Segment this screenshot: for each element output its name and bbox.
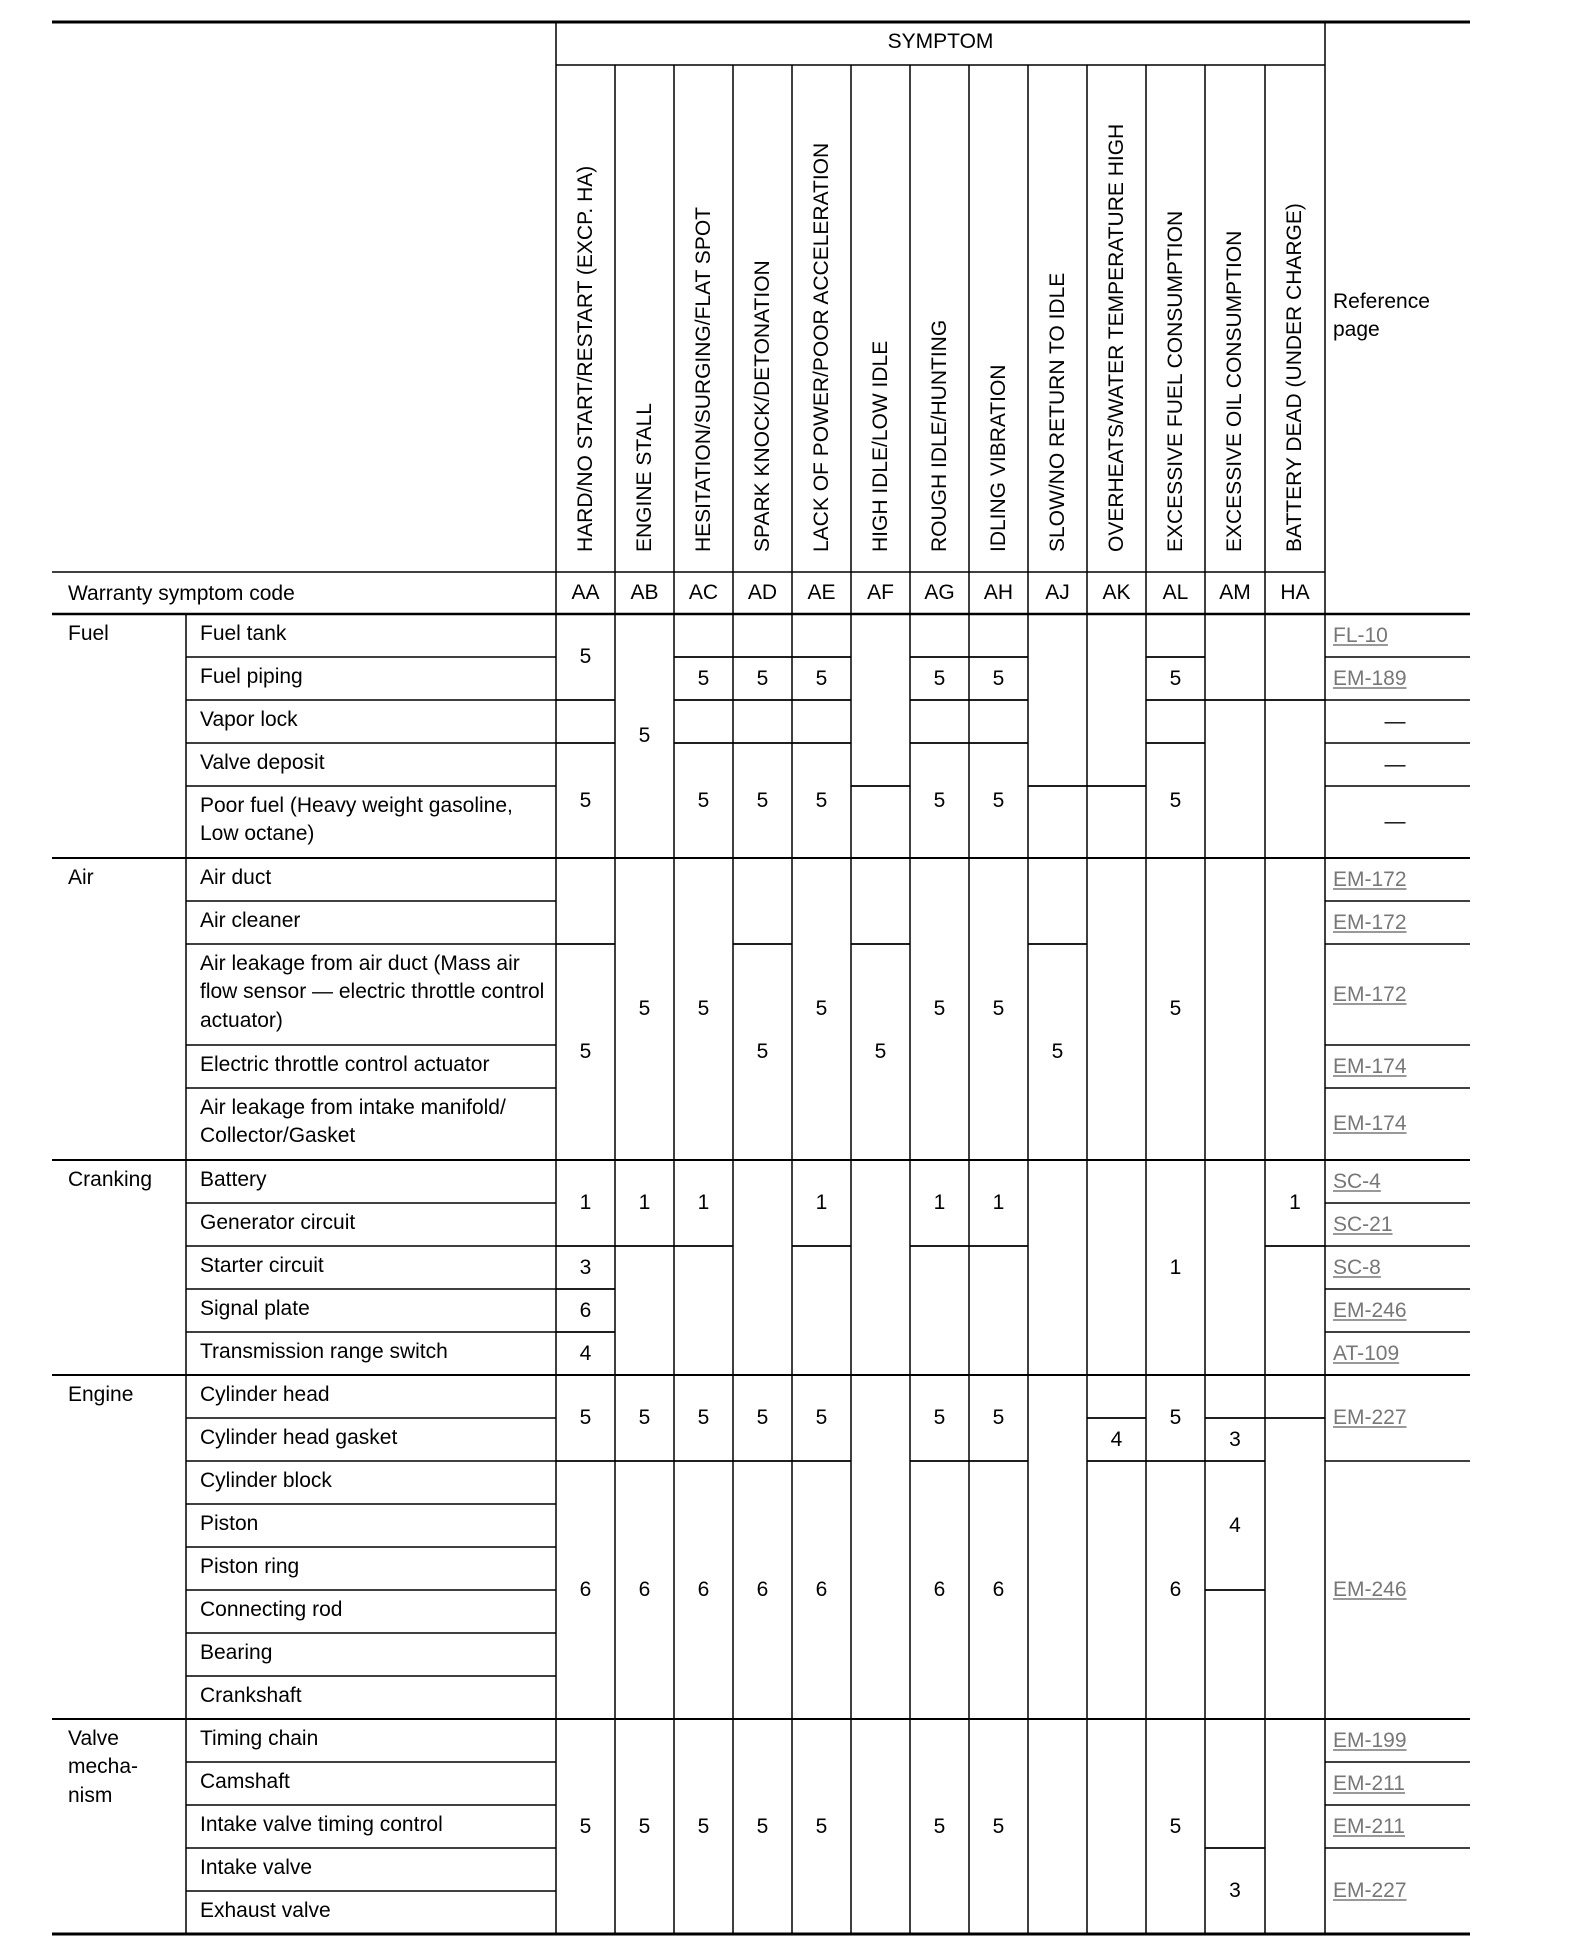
- item-label: Valve deposit: [200, 751, 325, 774]
- reference-link[interactable]: EM-172: [1333, 910, 1407, 934]
- symptom-value: 5: [697, 997, 710, 1020]
- item-label: Cylinder head gasket: [200, 1426, 398, 1449]
- symptom-value: 1: [815, 1191, 828, 1214]
- symptom-value: 5: [697, 1406, 710, 1429]
- category-label: Valve mecha- nism: [68, 1727, 139, 1807]
- symptom-code: AF: [867, 581, 894, 604]
- symptom-code: AA: [571, 581, 600, 604]
- symptom-value: 5: [756, 788, 769, 812]
- symptom-value: 5: [697, 788, 710, 812]
- symptom-value: 5: [697, 666, 710, 690]
- symptom-value: 5: [933, 997, 946, 1020]
- symptom-column-header: SLOW/NO RETURN TO IDLE: [1045, 272, 1069, 552]
- symptom-value: 5: [1169, 1406, 1182, 1429]
- symptom-column-header: LACK OF POWER/POOR ACCELERATION: [809, 142, 833, 552]
- item-label: Air leakage from air duct (Mass air flow sensor — electric throttle control actuator): [200, 952, 545, 1032]
- item-label: Fuel piping: [200, 665, 303, 688]
- item-label: Piston ring: [200, 1555, 300, 1578]
- item-label: Bearing: [200, 1641, 273, 1664]
- symptom-code: AD: [747, 581, 778, 604]
- symptom-value: 3: [1229, 1879, 1241, 1902]
- symptom-value: 4: [1110, 1427, 1123, 1451]
- symptom-value: 5: [579, 788, 592, 812]
- item-label: Intake valve timing control: [200, 1813, 443, 1836]
- item-label: Starter circuit: [200, 1254, 324, 1277]
- symptom-value: 5: [992, 788, 1005, 812]
- symptom-value: 5: [638, 997, 651, 1020]
- item-label: Exhaust valve: [200, 1899, 331, 1922]
- symptom-value: 5: [933, 1814, 946, 1838]
- symptom-column-header: BATTERY DEAD (UNDER CHARGE): [1283, 203, 1306, 552]
- symptom-value: 5: [756, 1406, 769, 1429]
- symptom-value: 5: [579, 1406, 592, 1429]
- symptom-value: 6: [579, 1298, 592, 1322]
- symptom-code: AE: [807, 581, 836, 604]
- symptom-value: 6: [1169, 1578, 1182, 1601]
- symptom-value: 5: [815, 788, 828, 812]
- item-label: Cylinder head: [200, 1383, 330, 1406]
- symptom-value: 6: [579, 1578, 592, 1601]
- item-label: Air cleaner: [200, 909, 301, 932]
- symptom-value: 5: [992, 666, 1005, 690]
- symptom-value: 5: [992, 997, 1005, 1020]
- symptom-value: 5: [815, 666, 828, 690]
- symptom-column-header: IDLING VIBRATION: [986, 364, 1010, 552]
- symptom-header: SYMPTOM: [887, 30, 994, 53]
- symptom-value: 5: [756, 1040, 769, 1063]
- item-label: Intake valve: [200, 1856, 313, 1879]
- reference-link[interactable]: SC-21: [1333, 1212, 1393, 1236]
- symptom-value: 5: [815, 1814, 828, 1838]
- item-label: Fuel tank: [200, 622, 287, 645]
- reference-link[interactable]: EM-174: [1333, 1112, 1407, 1135]
- item-label: Air leakage from intake manifold/ Collector/Gasket: [200, 1096, 506, 1148]
- category-label: Engine: [68, 1383, 134, 1406]
- reference-link[interactable]: EM-189: [1333, 666, 1407, 690]
- reference-link[interactable]: EM-227: [1333, 1406, 1407, 1429]
- symptom-value: 5: [992, 1406, 1005, 1429]
- symptom-column-header: ROUGH IDLE/HUNTING: [927, 319, 951, 552]
- symptom-value: 5: [933, 788, 946, 812]
- symptom-value: 5: [697, 1814, 710, 1838]
- symptom-code: AH: [983, 581, 1014, 604]
- symptom-value: 5: [579, 645, 592, 668]
- symptom-value: 5: [1051, 1040, 1064, 1063]
- item-label: Crankshaft: [200, 1684, 302, 1707]
- symptom-value: 1: [1289, 1191, 1301, 1214]
- symptom-value: 5: [756, 666, 769, 690]
- symptom-code: AG: [924, 581, 955, 604]
- symptom-code: AJ: [1045, 581, 1070, 604]
- reference-link[interactable]: EM-211: [1333, 1771, 1405, 1795]
- item-label: Air duct: [200, 866, 272, 889]
- symptom-value: 5: [1169, 1814, 1182, 1838]
- symptom-value: 1: [697, 1191, 710, 1214]
- reference-link[interactable]: EM-174: [1333, 1054, 1407, 1078]
- symptom-code: AK: [1102, 581, 1131, 604]
- category-label: Fuel: [68, 622, 109, 645]
- item-label: Piston: [200, 1512, 259, 1535]
- symptom-value: 5: [1169, 997, 1182, 1020]
- reference-link[interactable]: EM-211: [1333, 1814, 1405, 1838]
- symptom-value: 1: [933, 1191, 946, 1214]
- reference-link[interactable]: EM-227: [1333, 1879, 1407, 1902]
- symptom-value: 5: [1169, 666, 1182, 690]
- item-label: Signal plate: [200, 1297, 310, 1320]
- symptom-value: 4: [1229, 1513, 1241, 1537]
- item-label: Transmission range switch: [200, 1340, 448, 1363]
- reference-link[interactable]: EM-199: [1333, 1728, 1407, 1752]
- reference-link[interactable]: EM-246: [1333, 1298, 1407, 1322]
- symptom-value: 1: [638, 1191, 651, 1214]
- symptom-code: AL: [1162, 581, 1189, 604]
- symptom-value: 6: [638, 1578, 651, 1601]
- symptom-value: 1: [992, 1191, 1005, 1214]
- symptom-value: 5: [933, 666, 946, 690]
- symptom-column-header: ENGINE STALL: [632, 403, 656, 552]
- symptom-value: 5: [638, 1406, 651, 1429]
- symptom-value: 5: [874, 1040, 887, 1063]
- symptom-code: AB: [630, 581, 659, 604]
- symptom-value: 3: [579, 1255, 592, 1279]
- reference-none: —: [1384, 752, 1406, 776]
- symptom-code: AC: [688, 581, 719, 604]
- reference-link[interactable]: SC-8: [1333, 1255, 1381, 1279]
- symptom-value: 1: [579, 1191, 592, 1214]
- symptom-value: 6: [815, 1578, 828, 1601]
- reference-link[interactable]: FL-10: [1333, 623, 1388, 647]
- symptom-value: 5: [992, 1814, 1005, 1838]
- symptom-code: AM: [1219, 581, 1251, 604]
- symptom-value: 6: [756, 1578, 769, 1601]
- symptom-value: 5: [638, 1814, 651, 1838]
- item-label: Poor fuel (Heavy weight gasoline, Low octane): [200, 794, 513, 846]
- category-label: Air: [68, 866, 94, 889]
- category-label: Cranking: [68, 1168, 153, 1191]
- reference-page-header: Reference page: [1333, 290, 1430, 342]
- symptom-value: 5: [579, 1814, 592, 1838]
- reference-link[interactable]: EM-246: [1333, 1578, 1407, 1601]
- symptom-value: 6: [933, 1578, 946, 1601]
- symptom-column-header: HESITATION/SURGING/FLAT SPOT: [691, 207, 715, 552]
- symptom-value: 4: [579, 1341, 592, 1365]
- symptom-value: 3: [1229, 1427, 1241, 1451]
- reference-link[interactable]: AT-109: [1333, 1341, 1400, 1365]
- symptom-value: 6: [697, 1578, 710, 1601]
- symptom-value: 5: [933, 1406, 946, 1429]
- symptom-value: 1: [1169, 1255, 1182, 1279]
- item-label: Connecting rod: [200, 1598, 343, 1621]
- item-label: Vapor lock: [200, 708, 298, 731]
- symptom-value: 6: [992, 1578, 1005, 1601]
- item-label: Cylinder block: [200, 1469, 332, 1492]
- symptom-value: 5: [815, 1406, 828, 1429]
- item-label: Camshaft: [200, 1770, 290, 1793]
- symptom-value: 5: [756, 1814, 769, 1838]
- symptom-column-header: EXCESSIVE FUEL CONSUMPTION: [1163, 210, 1187, 552]
- reference-link[interactable]: EM-172: [1333, 982, 1407, 1006]
- symptom-column-header: HIGH IDLE/LOW IDLE: [868, 340, 892, 552]
- item-label: Timing chain: [200, 1727, 319, 1750]
- symptom-value: 5: [1169, 788, 1182, 812]
- item-label: Electric throttle control actuator: [200, 1053, 490, 1076]
- symptom-code: HA: [1280, 581, 1310, 604]
- reference-link[interactable]: SC-4: [1333, 1169, 1381, 1193]
- warranty-symptom-code-label: Warranty symptom code: [68, 582, 295, 605]
- symptom-value: 5: [579, 1040, 592, 1063]
- symptom-column-header: EXCESSIVE OIL CONSUMPTION: [1223, 230, 1246, 552]
- symptom-column-header: OVERHEATS/WATER TEMPERATURE HIGH: [1104, 123, 1128, 552]
- symptom-column-header: HARD/NO START/RESTART (EXCP. HA): [573, 165, 597, 552]
- symptom-value: 5: [815, 997, 828, 1020]
- reference-none: —: [1384, 810, 1406, 833]
- item-label: Generator circuit: [200, 1211, 356, 1234]
- reference-none: —: [1384, 709, 1406, 733]
- reference-link[interactable]: EM-172: [1333, 867, 1407, 891]
- symptom-column-header: SPARK KNOCK/DETONATION: [750, 260, 774, 552]
- symptom-value: 5: [638, 724, 651, 747]
- item-label: Battery: [200, 1168, 267, 1191]
